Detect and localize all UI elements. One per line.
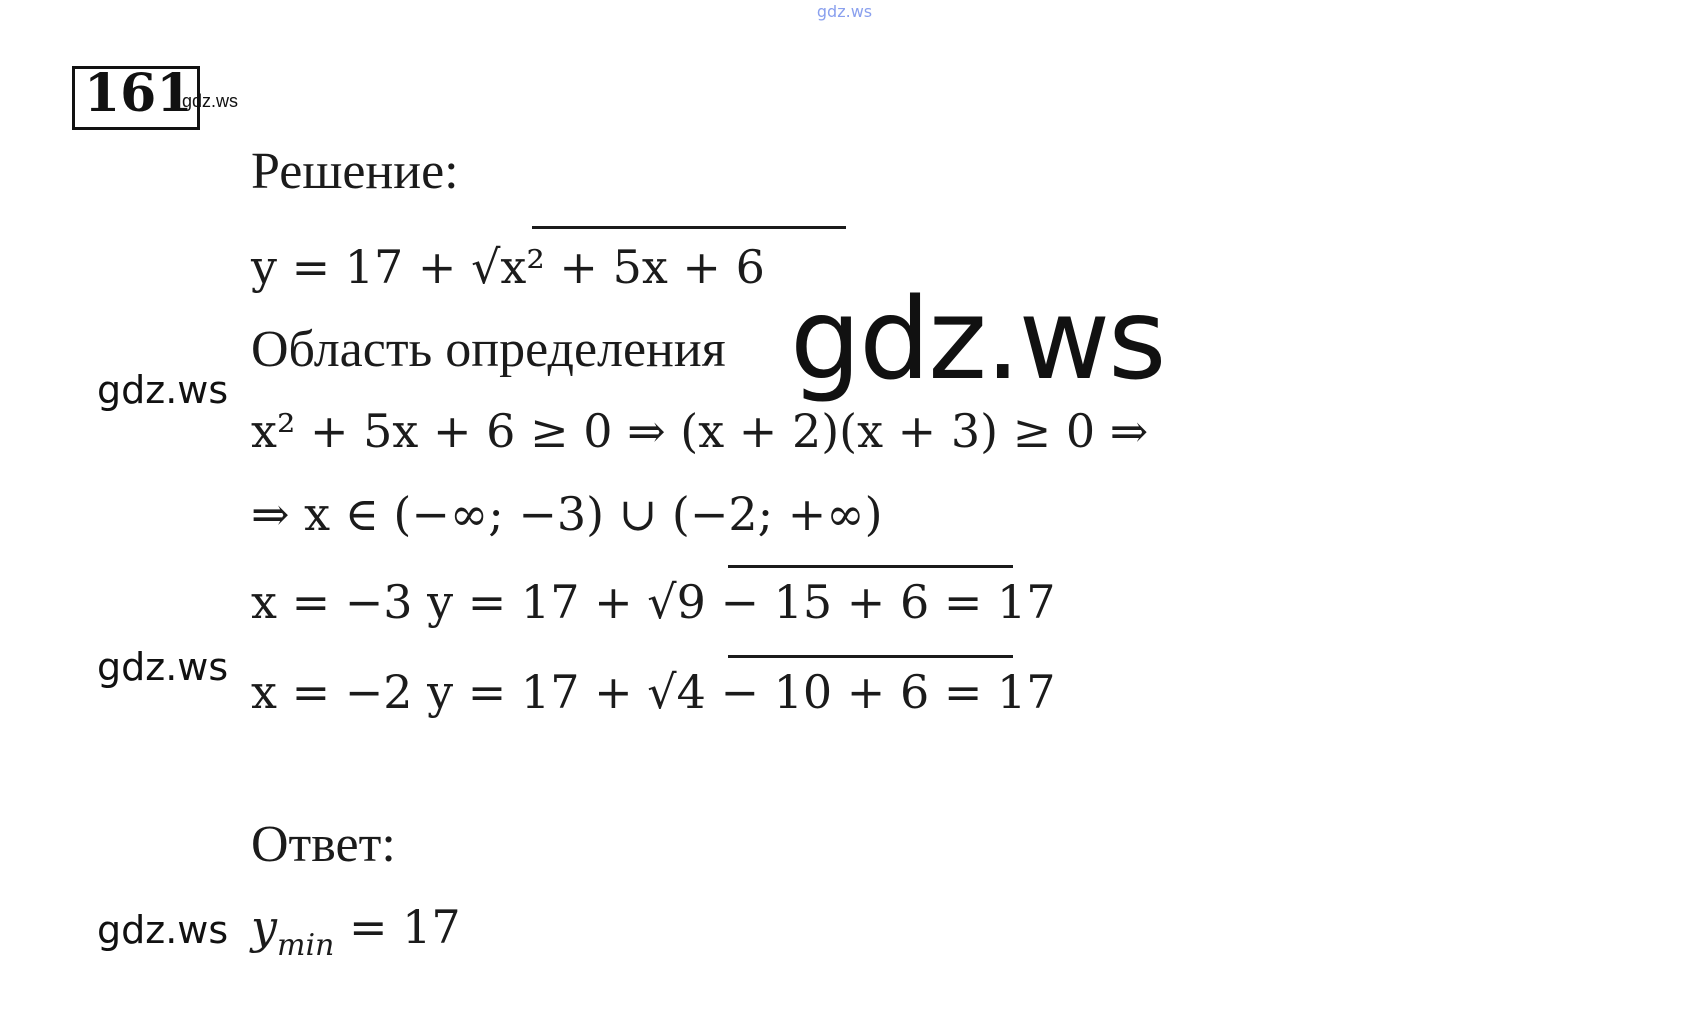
small-watermark: gdz.ws bbox=[182, 91, 239, 111]
top-watermark: gdz.ws bbox=[816, 2, 873, 21]
eval1-rhs: = 17 bbox=[929, 575, 1056, 629]
answer-value: = 17 bbox=[334, 900, 461, 954]
eval1-lhs: x = −3 y = 17 + √ bbox=[251, 575, 677, 629]
answer-line bbox=[251, 900, 461, 963]
eval2-lhs: x = −2 y = 17 + √ bbox=[251, 665, 677, 719]
big-watermark: gdz.ws bbox=[790, 275, 1165, 405]
side-watermark-1: gdz.ws bbox=[97, 368, 229, 412]
problem-number: 161 bbox=[84, 63, 193, 124]
inequality-line: x² + 5x + 6 ≥ 0 ⇒ (x + 2)(x + 3) ≥ 0 ⇒ bbox=[251, 404, 1149, 458]
function-lhs: y = 17 + √ bbox=[251, 240, 501, 294]
function-radicand: x² + 5x + 6 bbox=[500, 240, 765, 294]
side-watermark-2: gdz.ws bbox=[97, 645, 229, 689]
side-watermark-3: gdz.ws bbox=[97, 908, 229, 952]
solution-heading: Решение: bbox=[251, 143, 459, 200]
root-overline-1 bbox=[532, 226, 846, 229]
domain-heading: Область определения bbox=[251, 321, 726, 378]
interval-line: ⇒ x ∈ (−∞; −3) ∪ (−2; +∞) bbox=[251, 487, 883, 541]
eval1-radicand: 9 − 15 + 6 bbox=[676, 575, 930, 629]
eval-line-1 bbox=[251, 575, 1056, 629]
answer-heading: Ответ: bbox=[251, 816, 396, 873]
eval-line-2 bbox=[251, 665, 1056, 719]
root-overline-3 bbox=[728, 655, 1013, 658]
function-line bbox=[251, 240, 765, 294]
answer-subscript: min bbox=[277, 928, 335, 963]
eval2-rhs: = 17 bbox=[929, 665, 1056, 719]
eval2-radicand: 4 − 10 + 6 bbox=[676, 665, 930, 719]
root-overline-2 bbox=[728, 565, 1013, 568]
answer-var: y bbox=[251, 900, 277, 954]
